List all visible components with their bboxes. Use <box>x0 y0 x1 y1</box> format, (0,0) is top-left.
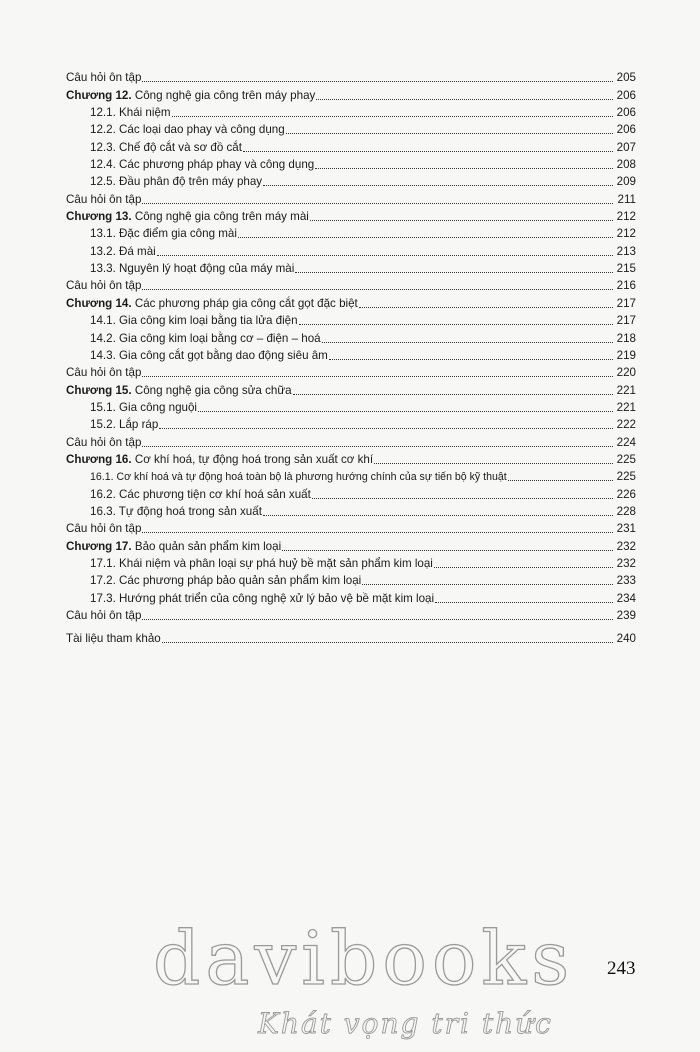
dot-leader <box>293 393 613 395</box>
toc-entry-label <box>90 470 507 484</box>
toc-page-number: 216 <box>616 279 636 293</box>
toc-entry-label <box>90 158 314 172</box>
toc-section-entry <box>66 328 636 345</box>
dot-leader <box>142 618 613 620</box>
toc-entry-title: 15.2. Lắp ráp <box>90 418 159 432</box>
page-number: 243 <box>607 958 636 979</box>
toc-entry-label <box>90 123 285 137</box>
toc-entry-title: 17.2. Các phương pháp bảo quản sản phẩm kim loại <box>90 574 362 588</box>
toc-entry-title: 14.3. Gia công cắt gọt bằng dao động siêu âm <box>90 348 328 362</box>
toc-entry-title: Cơ khí hoá, tự động hoá trong sản xuất cơ khí <box>134 452 374 466</box>
toc-section-entry <box>66 467 636 484</box>
toc-section-entry <box>66 311 636 328</box>
toc-section-entry <box>66 398 636 415</box>
toc-page-number: 224 <box>616 435 636 449</box>
toc-page-number: 226 <box>616 487 636 501</box>
toc-entry-label <box>90 314 298 328</box>
toc-entry-label <box>90 418 158 432</box>
toc-entry-title: Các phương pháp gia công cắt gọt đặc biệt <box>134 296 358 310</box>
toc-page-number: 217 <box>616 314 636 328</box>
toc-section-entry <box>66 224 636 241</box>
toc-entry-label <box>90 488 311 502</box>
toc-page-number: 239 <box>616 609 636 622</box>
toc-entry-title: 16.3. Tự động hoá trong sản xuất <box>90 504 262 518</box>
toc-page-number: 206 <box>616 88 636 102</box>
toc-entry <box>66 68 636 85</box>
toc-section-entry <box>66 137 636 154</box>
toc-entry-label <box>66 297 358 311</box>
toc-page-number: 219 <box>616 348 636 362</box>
dot-leader <box>362 583 613 585</box>
toc-entry-label <box>66 71 141 85</box>
dot-leader <box>142 445 613 447</box>
toc-page-number: 240 <box>616 632 636 646</box>
dot-leader <box>315 167 613 169</box>
toc-entry-title: 12.4. Các phương pháp phay và công dụng <box>90 158 315 172</box>
toc-entry-label <box>90 332 321 346</box>
chapter-number: Chương 15. <box>66 383 132 397</box>
toc-page-number: 233 <box>616 574 636 588</box>
toc-entry-title: 13.1. Đặc điểm gia công mài <box>90 227 237 241</box>
toc-page-number: 212 <box>616 227 636 241</box>
toc-chapter-entry <box>66 293 636 310</box>
dot-leader <box>312 497 613 499</box>
dot-leader <box>198 410 613 412</box>
toc-entry-label <box>66 279 141 293</box>
toc-entry-label <box>90 401 197 415</box>
toc-section-entry <box>66 588 636 605</box>
toc-entry-title: 17.3. Hướng phát triển của công nghệ xử lý bảo vệ bề mặt kim loại <box>90 591 435 605</box>
chapter-number: Chương 14. <box>66 296 132 310</box>
watermark-tagline: Khát vọng tri thức <box>258 1007 553 1040</box>
toc-section-entry <box>66 120 636 137</box>
toc-page-number: 217 <box>616 296 636 310</box>
dot-leader <box>263 514 613 516</box>
toc-entry-label <box>90 557 433 571</box>
toc-page-number: 225 <box>616 470 636 484</box>
dot-leader <box>322 341 613 343</box>
toc-section-entry <box>66 172 636 189</box>
toc-page-number: 218 <box>616 331 636 345</box>
toc-entry-label <box>90 592 434 606</box>
toc-page-number: 228 <box>616 504 636 518</box>
toc-entry-label <box>90 574 361 588</box>
toc-page-number: 231 <box>616 522 636 536</box>
toc-entry <box>66 276 636 293</box>
toc-section-entry <box>66 259 636 276</box>
toc-entry-label <box>66 384 292 398</box>
dot-leader <box>434 566 613 568</box>
toc-entry-label <box>66 522 141 536</box>
toc-entry-label <box>66 609 141 623</box>
toc-section-entry <box>66 241 636 258</box>
toc-entry-title: Công nghệ gia công sửa chữa <box>134 383 292 397</box>
toc-entry-title: Bảo quản sản phẩm kim loại <box>134 539 282 553</box>
chapter-number: Chương 13. <box>66 210 132 224</box>
toc-chapter-entry <box>66 380 636 397</box>
toc-entry-title: 16.2. Các phương tiện cơ khí hoá sản xuất <box>90 487 311 501</box>
toc-entry-label <box>90 106 171 120</box>
toc-entry-label <box>66 540 281 554</box>
toc-entry <box>66 606 636 623</box>
dot-leader <box>359 306 613 308</box>
toc-entry-title: Công nghệ gia công trên máy mài <box>134 210 309 224</box>
toc-entry-title: Câu hỏi ôn tập <box>66 522 142 536</box>
toc-chapter-entry <box>66 207 636 224</box>
toc-entry-title: 17.1. Khái niệm và phân loại sự phá huỷ bề mặt sản phẩm kim loại <box>90 556 433 570</box>
toc-entry-label <box>66 89 315 103</box>
dot-leader <box>142 288 613 290</box>
dot-leader <box>295 271 613 273</box>
dot-leader <box>435 601 613 603</box>
dot-leader <box>299 323 613 325</box>
toc-page-number: 220 <box>616 366 636 380</box>
table-of-contents <box>66 68 636 646</box>
toc-entry-label <box>90 349 328 363</box>
toc-entry-label <box>90 262 294 276</box>
dot-leader <box>162 641 613 643</box>
toc-entry-title: 16.1. Cơ khí hoá và tự động hoá toàn bộ là phương hướng chính của sự tiến bộ kỹ thuật <box>90 471 507 484</box>
toc-entry-label <box>66 436 141 450</box>
chapter-number: Chương 16. <box>66 452 132 466</box>
toc-entry-label <box>90 505 262 519</box>
dot-leader <box>329 358 613 360</box>
dot-leader <box>142 80 613 82</box>
toc-page-number: 222 <box>616 418 636 432</box>
toc-section-entry <box>66 571 636 588</box>
toc-entry-label <box>66 632 161 646</box>
toc-section-entry <box>66 554 636 571</box>
dot-leader <box>310 219 613 221</box>
toc-page-number: 213 <box>616 244 636 258</box>
toc-section-entry <box>66 502 636 519</box>
toc-entry-label <box>90 175 262 189</box>
toc-entry-label <box>66 453 373 467</box>
toc-page-number: 206 <box>616 123 636 137</box>
toc-page-number: 234 <box>616 591 636 605</box>
toc-entry <box>66 432 636 449</box>
toc-entry <box>66 519 636 536</box>
toc-entry-label <box>90 227 237 241</box>
toc-page-number: 221 <box>616 383 636 397</box>
toc-entry-title: Câu hỏi ôn tập <box>66 192 142 206</box>
toc-entry-title: 14.2. Gia công kim loại bằng cơ – điện – hoá <box>90 331 321 345</box>
toc-chapter-entry <box>66 536 636 553</box>
dot-leader <box>142 531 613 533</box>
toc-entry-title: 12.5. Đầu phân độ trên máy phay <box>90 175 263 189</box>
toc-entry-title: 13.3. Nguyên lý hoạt động của máy mài <box>90 262 295 276</box>
toc-page-number: 215 <box>616 262 636 276</box>
toc-entry-title: 14.1. Gia công kim loại bằng tia lửa điện <box>90 314 298 328</box>
toc-page-number: 232 <box>616 556 636 570</box>
toc-page-number: 211 <box>617 192 636 206</box>
toc-section-entry <box>66 484 636 501</box>
toc-entry-title: Câu hỏi ôn tập <box>66 279 142 293</box>
toc-section-entry <box>66 103 636 120</box>
toc-chapter-entry <box>66 450 636 467</box>
toc-entry-title: 12.3. Chế độ cắt và sơ đồ cắt <box>90 140 242 154</box>
toc-entry <box>66 363 636 380</box>
dot-leader <box>316 98 613 100</box>
toc-entry-title: Câu hỏi ôn tập <box>66 366 142 380</box>
dot-leader <box>374 462 613 464</box>
dot-leader <box>263 184 613 186</box>
toc-entry-label <box>66 366 141 380</box>
toc-entry <box>66 189 636 206</box>
chapter-number: Chương 12. <box>66 88 132 102</box>
toc-chapter-entry <box>66 85 636 102</box>
toc-entry-title: Tài liệu tham khảo <box>66 632 161 646</box>
toc-page-number: 225 <box>616 452 636 466</box>
dot-leader <box>157 254 613 256</box>
toc-section-entry <box>66 155 636 172</box>
toc-entry-title: 15.1. Gia công nguội <box>90 400 197 414</box>
toc-entry-title: Câu hỏi ôn tập <box>66 609 142 622</box>
toc-entry-title: Công nghệ gia công trên máy phay <box>134 88 316 102</box>
toc-page-number: 209 <box>616 175 636 189</box>
dot-leader <box>142 375 613 377</box>
toc-entry-title: 13.2. Đá mài <box>90 244 156 258</box>
toc-entry-title: Câu hỏi ôn tập <box>66 71 142 85</box>
toc-entry-title: Câu hỏi ôn tập <box>66 435 142 449</box>
dot-leader <box>159 427 613 429</box>
toc-page-number: 221 <box>616 400 636 414</box>
toc-page-number: 208 <box>616 158 636 172</box>
toc-entry-title: 12.2. Các loại dao phay và công dụng <box>90 123 285 137</box>
watermark-brand: davibooks <box>153 916 575 1002</box>
dot-leader <box>286 132 613 134</box>
dot-leader <box>282 549 613 551</box>
toc-entry-label <box>66 210 309 224</box>
toc-page-number: 212 <box>616 210 636 224</box>
chapter-number: Chương 17. <box>66 539 132 553</box>
dot-leader <box>142 202 613 204</box>
toc-entry-label <box>66 193 141 207</box>
toc-entry <box>66 629 636 646</box>
toc-entry-label <box>90 141 242 155</box>
toc-page-number: 207 <box>616 140 636 154</box>
toc-entry-label <box>90 245 156 259</box>
toc-page-number: 205 <box>616 71 636 85</box>
dot-leader <box>243 150 613 152</box>
toc-entry-title: 12.1. Khái niệm <box>90 106 171 120</box>
toc-page-number: 206 <box>616 106 636 120</box>
dot-leader <box>508 479 613 481</box>
toc-section-entry <box>66 346 636 363</box>
toc-page-number: 232 <box>616 539 636 553</box>
toc-section-entry <box>66 415 636 432</box>
dot-leader <box>238 236 613 238</box>
dot-leader <box>172 115 613 117</box>
